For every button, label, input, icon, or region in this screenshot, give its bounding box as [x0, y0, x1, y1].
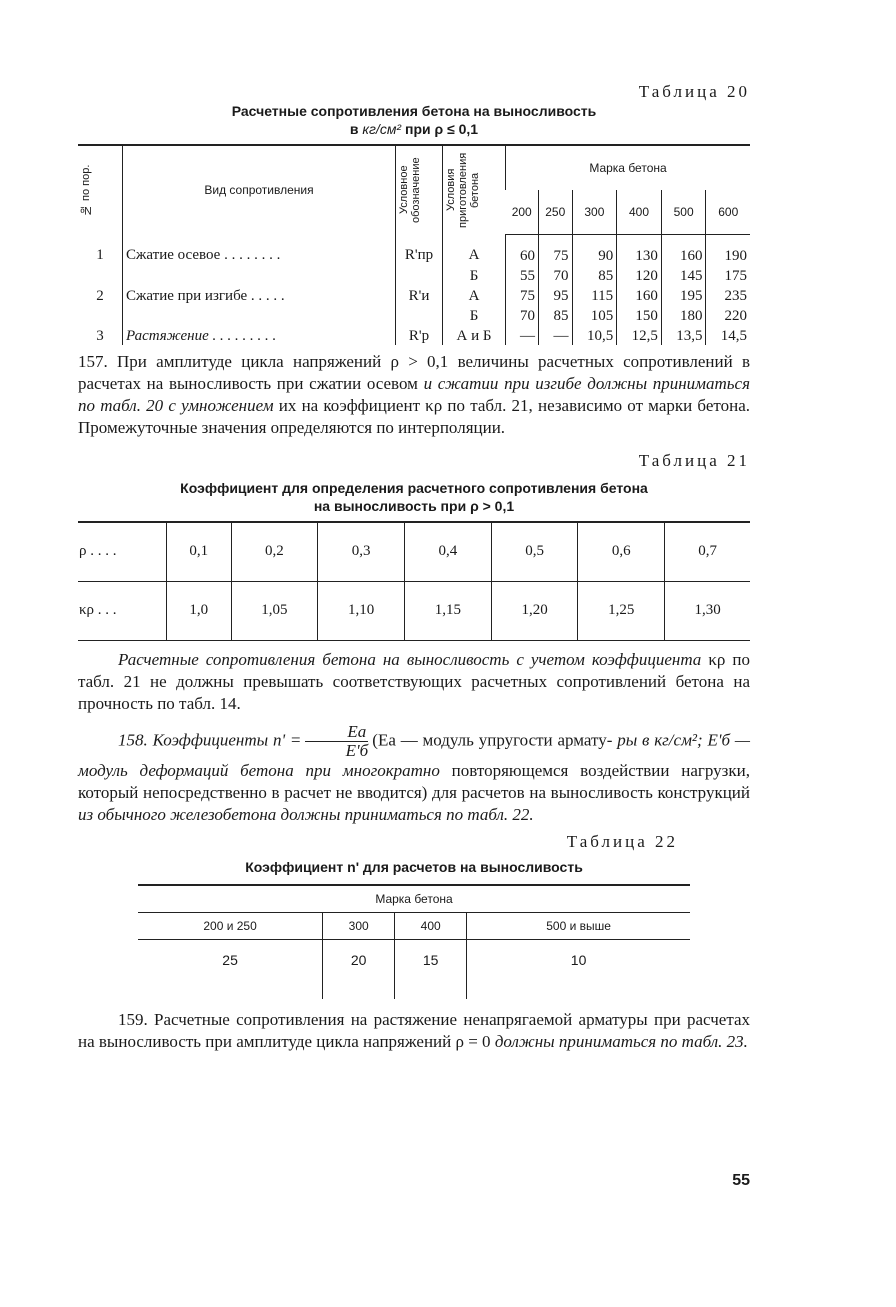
table-row: Б 55 70 85 120 145 175 [78, 265, 750, 285]
table22-title: Коэффициент n' для расчетов на выносливость [245, 858, 583, 875]
table21 [78, 521, 750, 641]
page-content [78, 82, 750, 1053]
grade-200: 200 [506, 190, 539, 234]
table-row: κρ . . . 1,0 1,05 1,10 1,15 1,20 1,25 1,30 [78, 581, 750, 640]
paragraph-158: 158. Коэффициенты n' = $\frac{Eа}{E'б}$ (Eа — модуль упругости армату- ры в кг/см²; E'б — модуль деформаций бетона при многократно повторяющемся воздействии нагрузки, который непосредственно в расчет не вводится) для расчетов на выносливость конструкций из обычного железобетона должны приниматься по табл. 22. [78, 721, 750, 824]
table-row: 2 Сжатие при изгибе . . . . . R'и А 75 95 115 160 195 235 [78, 285, 750, 305]
table20-caption: Таблица 20 [638, 82, 750, 101]
header-kind: Вид сопротивления [123, 145, 396, 234]
table-row: ρ . . . . 0,1 0,2 0,3 0,4 0,5 0,6 0,7 [78, 522, 750, 582]
grade-250: 250 [538, 190, 572, 234]
paragraph-159: 159. Расчетные сопротивления на растяжение ненапрягаемой арматуры при расчетах на выносливость при амплитуде цикла напряжений ρ = 0 должны приниматься по табл. 23. [78, 1009, 750, 1051]
table22-header: Марка бетона [138, 885, 690, 913]
table20-title-line2: в кг/см² при ρ ≤ 0,1 [349, 121, 479, 137]
table22-caption: Таблица 22 [566, 831, 678, 851]
header-num: № по пор. [80, 164, 92, 216]
paragraph-157: 157. При амплитуде цикла напряжений ρ > 0,1 величины расчетных сопротивлений в расчетах на выносливость при сжатии осевом и сжатии при изгибе должны приниматься по табл. 20 с умножением их на коэффициент κρ по табл. 21, независимо от марки бетона. Промежуточные значения определяются по интерполяции. [78, 351, 750, 437]
grade-300: 300 [572, 190, 617, 234]
table-row: Б 70 85 105 150 180 220 [78, 305, 750, 325]
grade-600: 600 [706, 190, 750, 234]
table-row: 1 Сжатие осевое . . . . . . . . R'пр А 60 75 90 130 160 190 [78, 234, 750, 265]
table20 [78, 144, 750, 345]
table-row: 25 20 15 10 [138, 939, 690, 999]
table20-title-line1: Расчетные сопротивления бетона на выносливость [231, 103, 597, 119]
header-symbol: Условное обозначение [398, 157, 422, 223]
table21-caption: Таблица 21 [638, 450, 750, 470]
table21-title: Коэффициент для определения расчетного сопротивления бетона на выносливость при ρ > 0,1 [180, 479, 648, 514]
table20-title [78, 102, 750, 138]
formula-fraction: $\frac{Eа}{E'б}$ [305, 723, 368, 760]
paragraph-limits: Расчетные сопротивления бетона на выносливость с учетом коэффициента κρ по табл. 21 не должны превышать соответствующих расчетных сопротивлений бетона на прочность по табл. 14. [78, 649, 750, 713]
grade-500: 500 [661, 190, 706, 234]
table22: Марка бетона 200 и 250 300 400 500 и выше 25 20 15 10 [138, 884, 690, 999]
page-number: 55 [732, 1172, 750, 1189]
grade-400: 400 [617, 190, 662, 234]
header-grade: Марка бетона [506, 145, 751, 190]
header-cond: Условия приготовления бетона [445, 152, 481, 228]
table-row: 3 Растяжение . . . . . . . . . R'р А и Б — — 10,5 12,5 13,5 14,5 [78, 325, 750, 345]
